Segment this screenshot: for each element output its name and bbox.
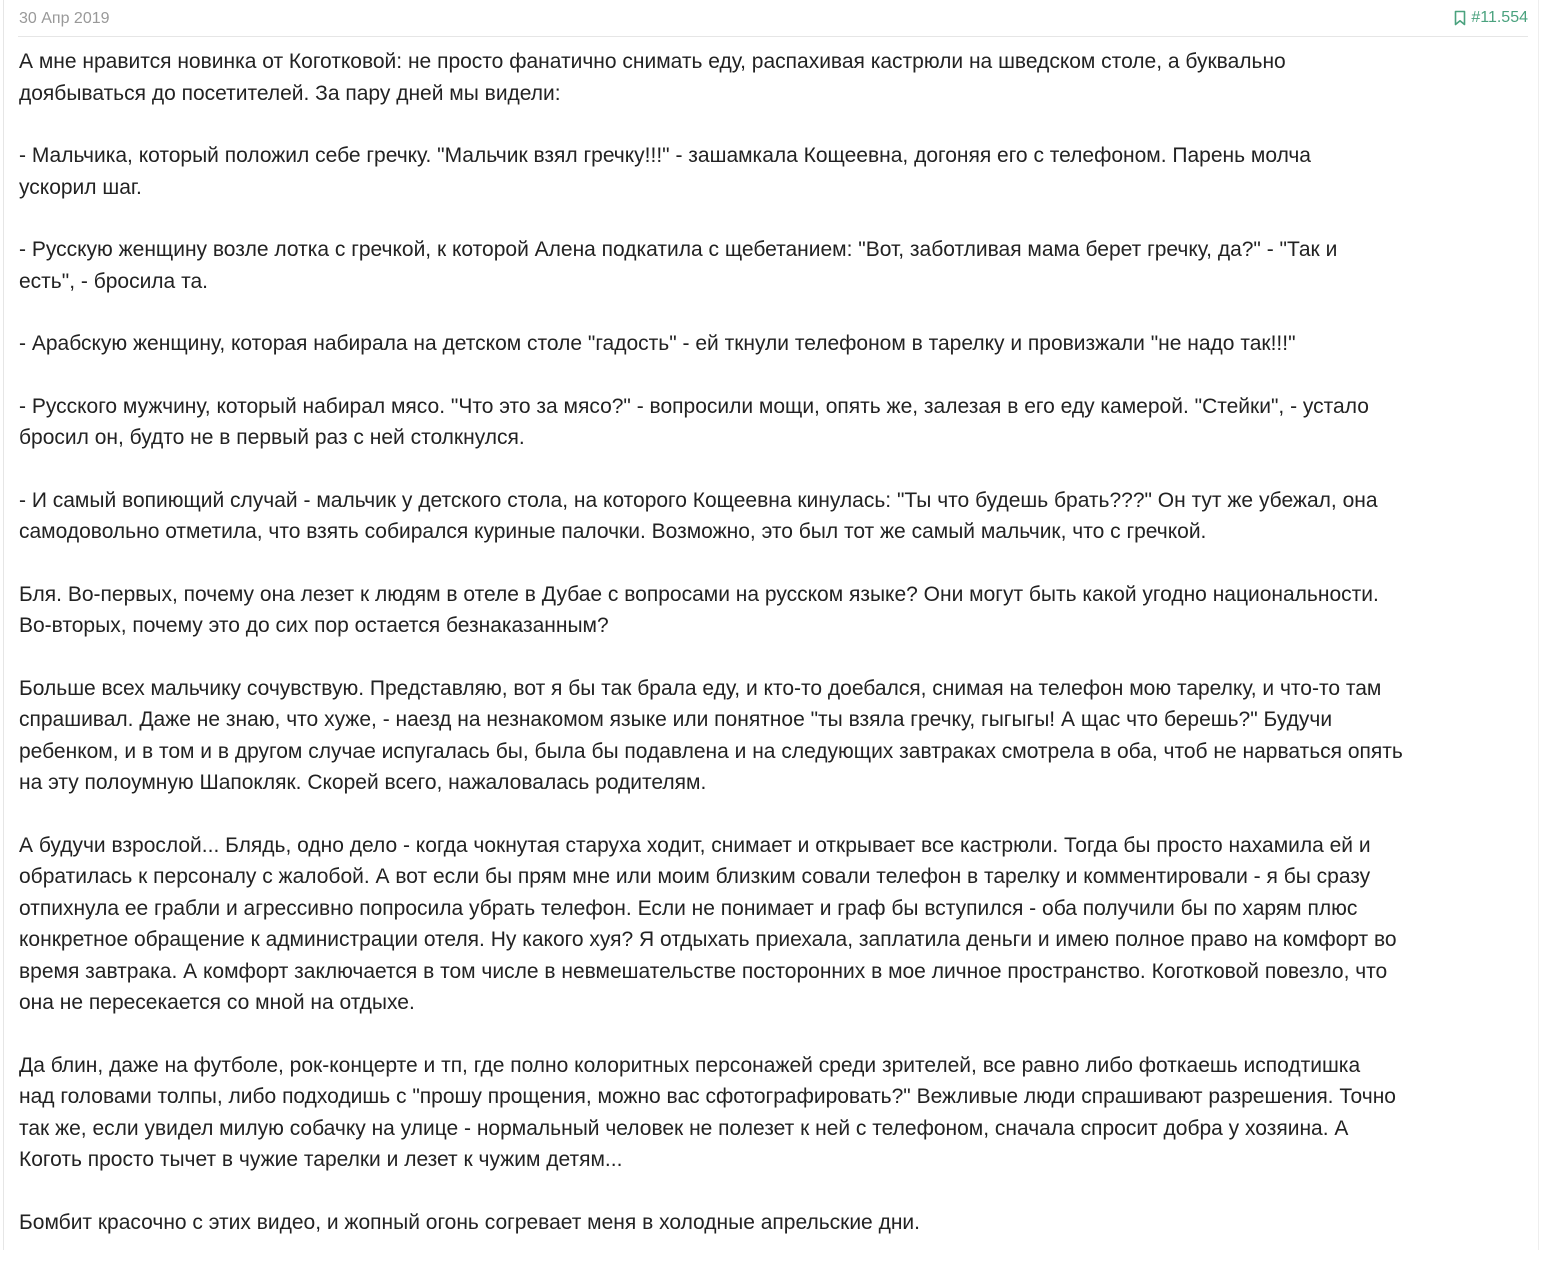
post-paragraph: - Мальчика, который положил себе гречку. "Мальчик взял гречку!!!" - зашамкала Кощеевна, догоняя его с телефоном. Парень молча ускорил шаг. — [19, 144, 1311, 199]
post-date: 30 Апр 2019 — [19, 10, 110, 27]
post-paragraph: А мне нравится новинка от Коготковой: не просто фанатично снимать еду, распахивая кастрюли на шведском столе, а буквально доябываться до посетителей. За пару дней мы видели: — [19, 50, 1286, 105]
post-paragraph: Бля. Во-первых, почему она лезет к людям в отеле в Дубае с вопросами на русском языке? Они могут быть какой угодно национальности. Во-вторых, почему это до сих пор остается безнаказанным? — [19, 582, 1379, 637]
post-paragraph: - И самый вопиющий случай - мальчик у детского стола, на которого Кощеевна кинулась: "Ты что будешь брать???" Он тут же убежал, она самодовольно отметила, что взять собирался куриные палочки. Возможно, это был тот же самый мальчик, что с гречкой. — [19, 488, 1378, 543]
post-paragraph: - Русскую женщину возле лотка с гречкой, к которой Алена подкатила с щебетанием: "Вот, заботливая мама берет гречку, да?" - "Так и есть", - бросила та. — [19, 238, 1338, 293]
forum-post — [3, 0, 1539, 1250]
post-number[interactable]: #11.554 — [1471, 9, 1528, 26]
post-paragraph: - Русского мужчину, который набирал мясо. "Что это за мясо?" - вопросили мощи, опять же, залезая в его еду камерой. "Стейки", - устало бросил он, будто не в первый раз с ней столкнулся. — [19, 394, 1369, 449]
post-paragraph: - Арабскую женщину, которая набирала на детском столе "гадость" - ей ткнули телефоном в тарелку и провизжали "не надо так!!!" — [19, 332, 1296, 355]
post-body — [19, 46, 1531, 1269]
post-link[interactable] — [1454, 9, 1528, 27]
post-header — [18, 0, 1528, 37]
bookmark-icon[interactable] — [1454, 10, 1466, 26]
post-paragraph: Да блин, даже на футболе, рок-концерте и тп, где полно колоритных персонажей среди зрителей, все равно либо фоткаешь исподтишка над головами толпы, либо подходишь с "прошу прощения, можно вас сфотографировать?" Вежливые люди спрашивают разрешения. Точно так же, если увидел милую собачку на улице - нормальный человек не полезет к ней с телефоном, сначала спросит добра у хозяина. А Коготь просто тычет в чужие тарелки и лезет к чужим детям... — [19, 1053, 1396, 1171]
post-paragraph: Бомбит красочно с этих видео, и жопный огонь согревает меня в холодные апрельские дни. — [19, 1210, 920, 1234]
post-paragraph: А будучи взрослой... Блядь, одно дело - когда чокнутая старуха ходит, снимает и открывает все кастрюли. Тогда бы просто нахамила ей и обратилась к персоналу с жалобой. А вот если бы прям мне или моим близким совали телефон в тарелку и комментировали - я бы сразу отпихнула ее грабли и агрессивно попросила убрать телефон. Если не понимает и граф бы вступился - оба получили бы по харям плюс конкретное обращение к администрации отеля. Ну какого хуя? Я отдыхать приехала, заплатила деньги и имею полное право на комфорт во время завтрака. А комфорт заключается в том числе в невмешательстве посторонних в мое личное пространство. Коготковой повезло, что она не пересекается со мной на отдыхе. — [19, 833, 1397, 1014]
post-paragraph: Больше всех мальчику сочувствую. Представляю, вот я бы так брала еду, и кто-то доебался, снимая на телефон мою тарелку, и что-то там спрашивал. Даже не знаю, что хуже, - наезд на незнакомом языке или понятное "ты взяла гречку, гыгыгы! А щас что берешь?" Будучи ребенком, и в том и в другом случае испугалась бы, была бы подавлена и на следующих завтраках смотрела в оба, чтоб не нарваться опять на эту полоумную Шапокляк. Скорей всего, нажаловалась родителям. — [19, 676, 1403, 794]
